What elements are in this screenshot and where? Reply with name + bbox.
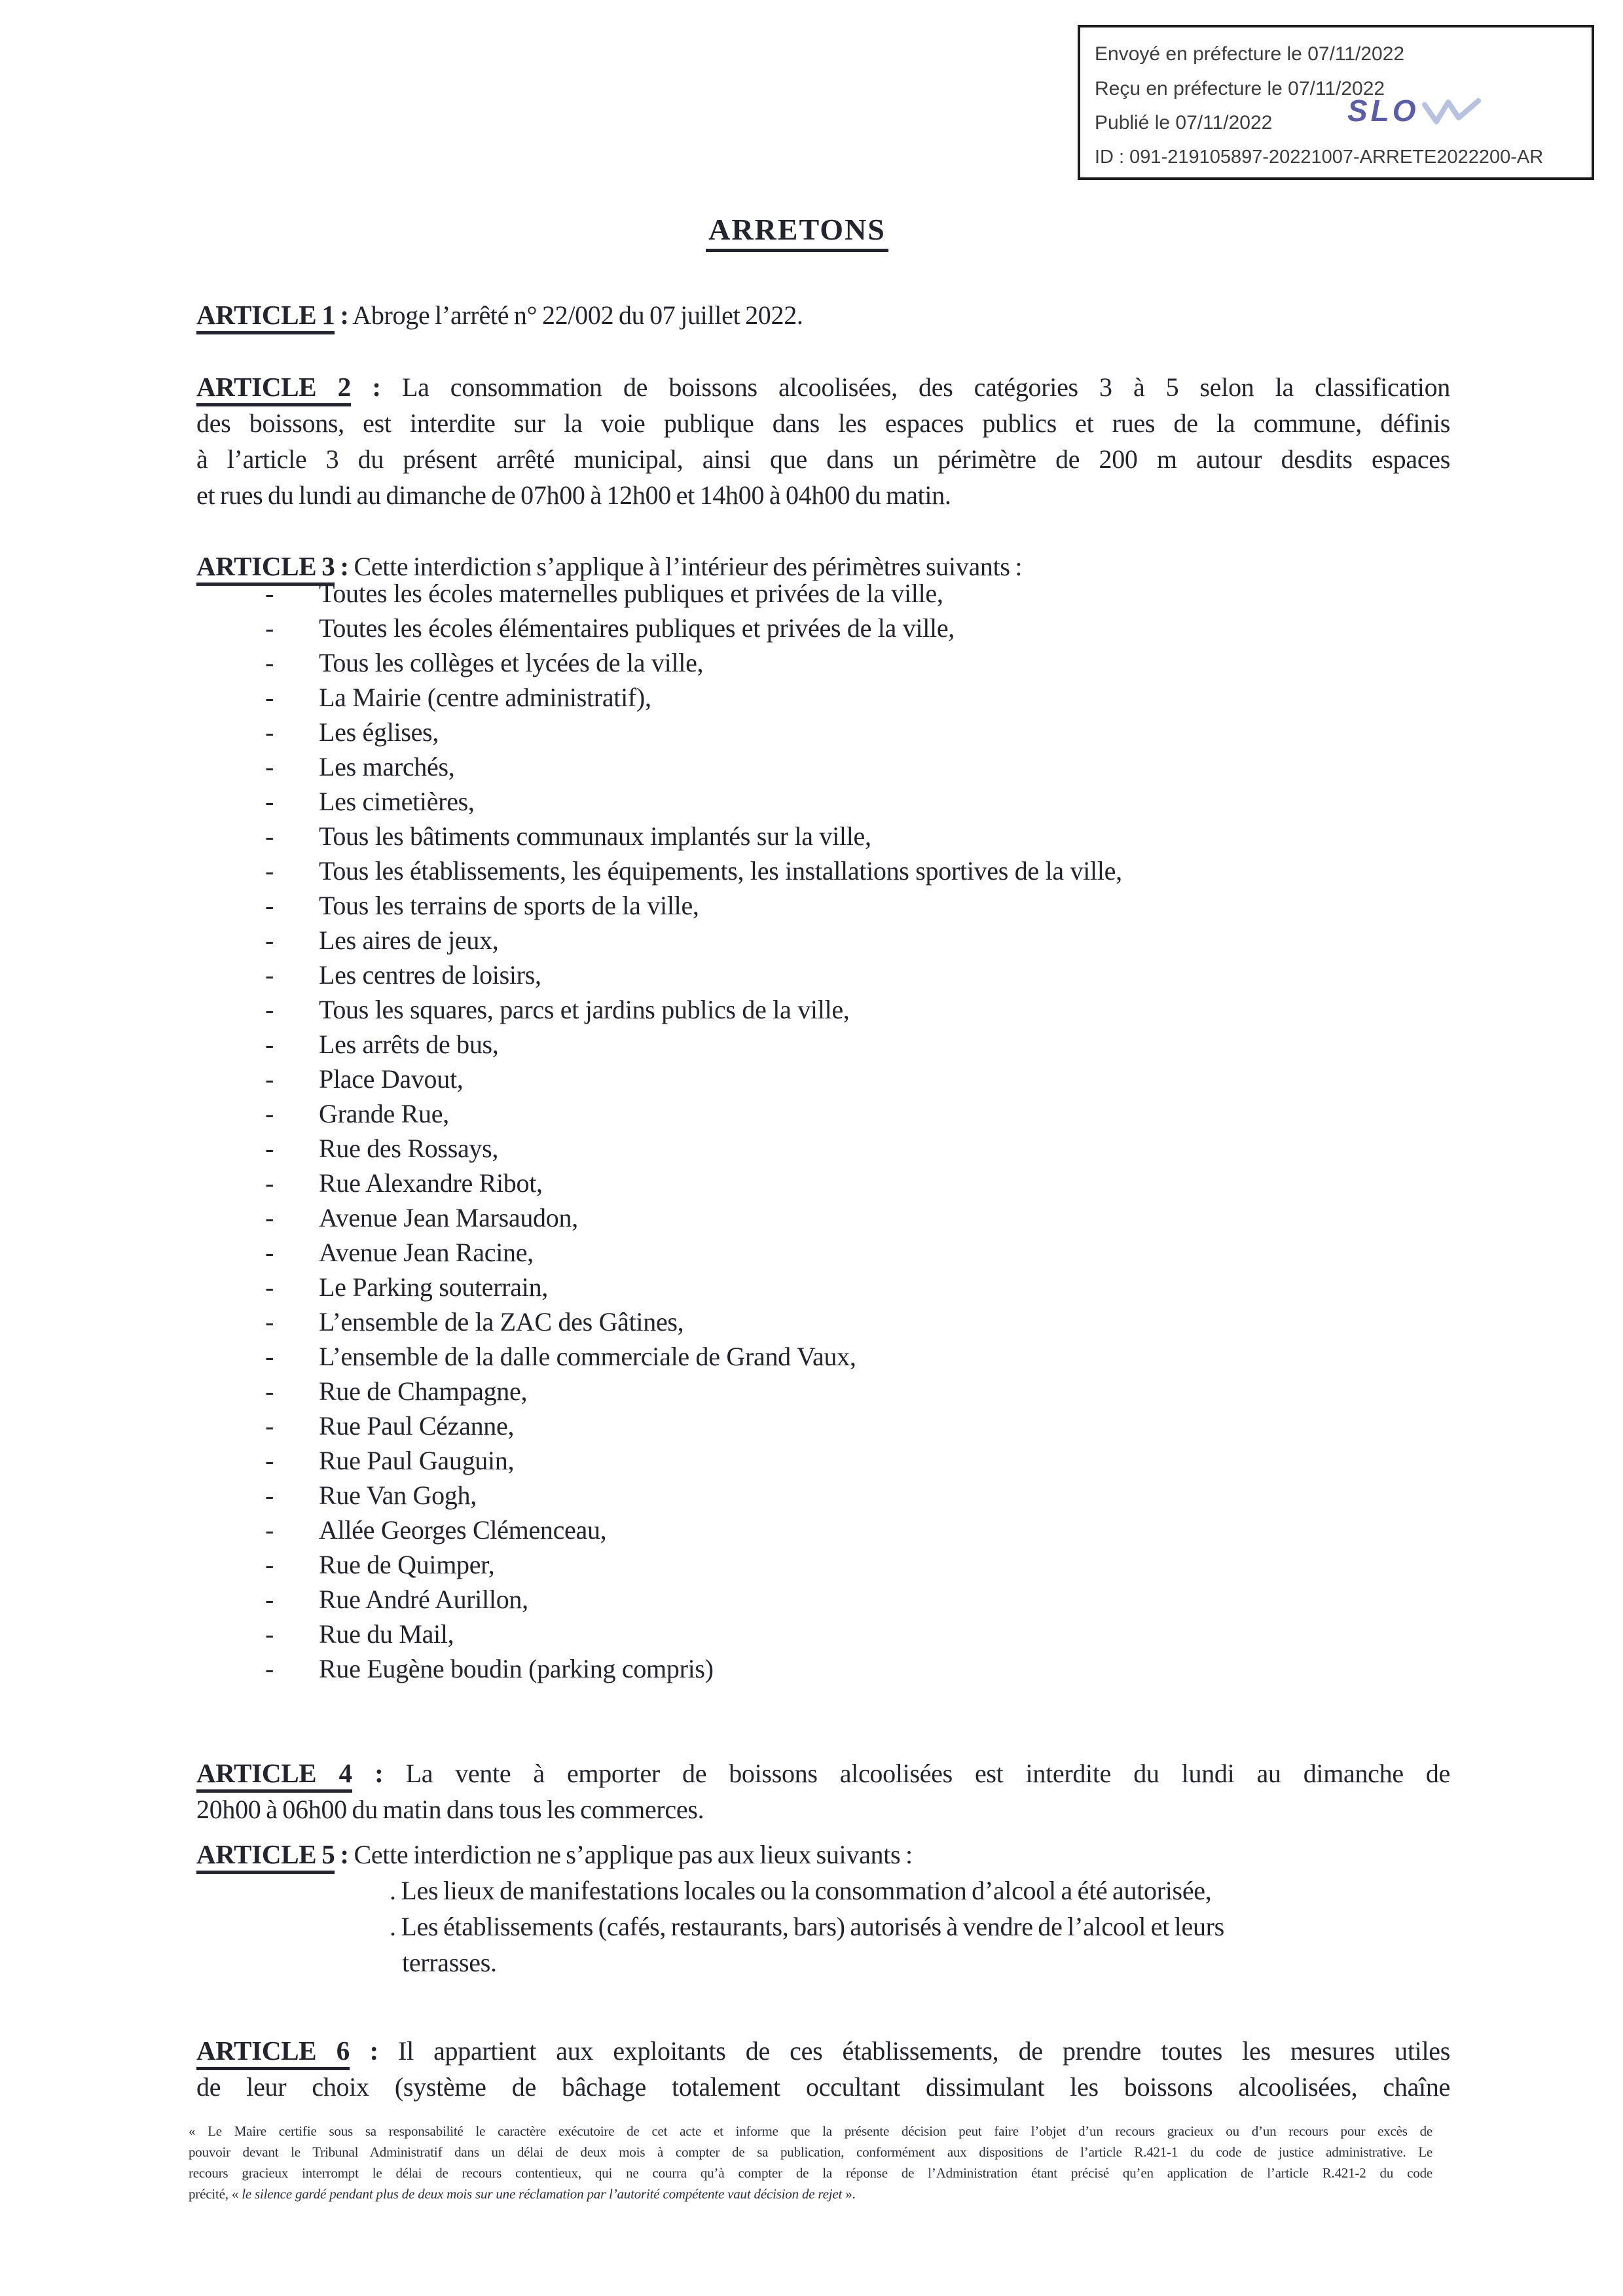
article-3-text: Cette interdiction s’applique à l’intérieur des périmètres suivants : bbox=[354, 552, 1023, 581]
article-2-label: ARTICLE 2 bbox=[196, 372, 351, 406]
dash-bullet: - bbox=[265, 613, 274, 643]
dash-bullet: - bbox=[265, 1272, 274, 1302]
list-item bbox=[196, 576, 1450, 611]
article-5-colon: : bbox=[335, 1839, 349, 1869]
dash-bullet: - bbox=[265, 648, 274, 677]
dash-bullet: - bbox=[265, 787, 274, 816]
article-5-text: Cette interdiction ne s’applique pas aux lieux suivants : bbox=[354, 1840, 913, 1869]
article-5-subitem: . Les lieux de manifestations locales ou la consommation d’alcool a été autorisée, bbox=[390, 1876, 1212, 1905]
list-item-text: Rue des Rossays, bbox=[319, 1134, 499, 1163]
article-4 bbox=[196, 1755, 1450, 1827]
dash-bullet: - bbox=[265, 1619, 274, 1649]
list-item bbox=[196, 1617, 1450, 1651]
article-2-line-2: des boissons, est interdite sur la voie publique dans les espaces publics et rues de la commune, définis bbox=[196, 408, 1450, 438]
list-item bbox=[196, 784, 1450, 819]
article-3-label: ARTICLE 3 bbox=[196, 551, 335, 586]
list-item-text: Rue Paul Cézanne, bbox=[319, 1411, 515, 1441]
list-item-text: Les aires de jeux, bbox=[319, 925, 499, 955]
dash-bullet: - bbox=[265, 995, 274, 1024]
list-item bbox=[196, 1513, 1450, 1547]
dash-bullet: - bbox=[265, 752, 274, 781]
list-item bbox=[196, 1200, 1450, 1235]
list-item bbox=[196, 611, 1450, 645]
dash-bullet: - bbox=[265, 1307, 274, 1336]
list-item-text: L’ensemble de la dalle commerciale de Grand Vaux, bbox=[319, 1342, 856, 1371]
list-item bbox=[196, 992, 1450, 1027]
article-1-colon: : bbox=[335, 300, 349, 330]
dash-bullet: - bbox=[265, 1411, 274, 1441]
list-item-text: Toutes les écoles maternelles publiques et privées de la ville, bbox=[319, 579, 943, 608]
list-item bbox=[196, 923, 1450, 958]
list-item bbox=[196, 1131, 1450, 1166]
article-5-label: ARTICLE 5 bbox=[196, 1839, 335, 1874]
list-item bbox=[196, 958, 1450, 992]
dash-bullet: - bbox=[265, 891, 274, 920]
article-5-heading bbox=[196, 1837, 1450, 1873]
stamp-line-received: Reçu en préfecture le 07/11/2022 bbox=[1095, 77, 1385, 99]
list-item bbox=[196, 1547, 1450, 1582]
dash-bullet: - bbox=[265, 1446, 274, 1475]
list-item-text: Rue Eugène boudin (parking compris) bbox=[319, 1654, 714, 1683]
text-line bbox=[196, 2033, 1450, 2069]
list-item-text: Le Parking souterrain, bbox=[319, 1272, 548, 1302]
list-item-text: Rue de Champagne, bbox=[319, 1376, 528, 1406]
list-item bbox=[196, 1443, 1450, 1478]
list-item-text: Rue Van Gogh, bbox=[319, 1480, 477, 1510]
article-1 bbox=[196, 297, 1450, 333]
list-item-text: Les cimetières, bbox=[319, 787, 475, 816]
dash-bullet: - bbox=[265, 1030, 274, 1059]
article-2-colon: : bbox=[350, 372, 381, 402]
dash-bullet: - bbox=[265, 1515, 274, 1545]
footnote-line-4-pre: précité, « bbox=[189, 2186, 242, 2202]
list-item-text: Rue Paul Gauguin, bbox=[319, 1446, 515, 1475]
dash-bullet: - bbox=[265, 1203, 274, 1232]
stamp-id: ID : 091-219105897-20221007-ARRETE2022200-AR bbox=[1095, 146, 1544, 168]
dash-bullet: - bbox=[265, 856, 274, 886]
title-wrap bbox=[170, 212, 1424, 247]
list-item bbox=[196, 645, 1450, 680]
dash-bullet: - bbox=[265, 717, 274, 747]
article-6 bbox=[196, 2033, 1450, 2105]
list-item bbox=[196, 1339, 1450, 1374]
list-item-text: Tous les collèges et lycées de la ville, bbox=[319, 648, 704, 677]
list-item bbox=[196, 1235, 1450, 1270]
dash-bullet: - bbox=[265, 579, 274, 608]
footnote-line-3: recours gracieux interrompt le délai de recours contentieux, qui ne courra qu’à compter de la réponse de l’Administration étant précisé qu’en application de l’article R.421-2 du code bbox=[189, 2165, 1432, 2181]
list-item-text: Tous les terrains de sports de la ville, bbox=[319, 891, 699, 920]
dash-bullet: - bbox=[265, 1480, 274, 1510]
list-item-text: Rue André Aurillon, bbox=[319, 1585, 528, 1614]
text-line bbox=[196, 1755, 1450, 1791]
list-item bbox=[196, 853, 1450, 888]
dash-bullet: - bbox=[265, 1238, 274, 1267]
list-item-text: Tous les squares, parcs et jardins publics de la ville, bbox=[319, 995, 850, 1024]
slow-logo-text: SLO bbox=[1347, 94, 1419, 128]
article-4-line-1: La vente à emporter de boissons alcoolisées est interdite du lundi au dimanche de bbox=[405, 1759, 1451, 1788]
article-1-text: Abroge l’arrêté n° 22/002 du 07 juillet 2022. bbox=[352, 300, 803, 330]
dash-bullet: - bbox=[265, 1376, 274, 1406]
article-4-label: ARTICLE 4 bbox=[196, 1758, 352, 1793]
list-item bbox=[196, 888, 1450, 923]
article-2 bbox=[196, 369, 1450, 513]
list-item-text: Toutes les écoles élémentaires publiques et privées de la ville, bbox=[319, 613, 955, 643]
list-item bbox=[196, 1166, 1450, 1200]
list-item bbox=[196, 819, 1450, 853]
list-item-text: L’ensemble de la ZAC des Gâtines, bbox=[319, 1307, 684, 1336]
article-2-line-1: La consommation de boissons alcoolisées, des catégories 3 à 5 selon la classification bbox=[402, 372, 1450, 402]
page-title: ARRETONS bbox=[706, 213, 888, 252]
footnote-line-4-post: ». bbox=[842, 2186, 856, 2202]
list-item bbox=[196, 1096, 1450, 1131]
list-item-text: Avenue Jean Marsaudon, bbox=[319, 1203, 578, 1232]
article-1-label: ARTICLE 1 bbox=[196, 300, 335, 334]
list-item-text: Tous les établissements, les équipements, les installations sportives de la ville, bbox=[319, 856, 1122, 886]
prefecture-stamp bbox=[1078, 25, 1594, 180]
footnote-line-4-italic: le silence gardé pendant plus de deux mois sur une réclamation par l’autorité compétente vaut décision de rejet bbox=[242, 2186, 843, 2202]
list-item-text: Rue de Quimper, bbox=[319, 1550, 495, 1579]
article-3-colon: : bbox=[335, 551, 349, 581]
article-6-colon: : bbox=[349, 2036, 378, 2066]
article-6-line-2: de leur choix (système de bâchage totalement occultant dissimulant les boissons alcoolisées, chaîne bbox=[196, 2072, 1450, 2102]
stamp-line-sent: Envoyé en préfecture le 07/11/2022 bbox=[1095, 43, 1405, 65]
slow-logo-swoosh-icon bbox=[1421, 98, 1484, 127]
footnote-line-1: « Le Maire certifie sous sa responsabilité le caractère exécutoire de cet acte et informe que la présente décision peut faire l’objet d’un recours gracieux ou d’un recours pour excès de bbox=[189, 2123, 1432, 2139]
article-6-label: ARTICLE 6 bbox=[196, 2036, 350, 2070]
list-item bbox=[196, 749, 1450, 784]
text-line bbox=[196, 369, 1450, 405]
dash-bullet: - bbox=[265, 925, 274, 955]
article-6-line-1: Il appartient aux exploitants de ces établissements, de prendre toutes les mesures utiles bbox=[398, 2036, 1451, 2066]
dash-bullet: - bbox=[265, 1099, 274, 1128]
list-item bbox=[196, 1582, 1450, 1617]
list-item-text: Rue du Mail, bbox=[319, 1619, 454, 1649]
list-item-text: Grande Rue, bbox=[319, 1099, 449, 1128]
list-item-text: Tous les bâtiments communaux implantés sur la ville, bbox=[319, 821, 871, 851]
list-item bbox=[196, 1027, 1450, 1062]
list-item-text: Les églises, bbox=[319, 717, 439, 747]
dash-bullet: - bbox=[265, 1134, 274, 1163]
list-item bbox=[196, 1478, 1450, 1513]
dash-bullet: - bbox=[265, 960, 274, 990]
list-item-text: Les marchés, bbox=[319, 752, 455, 781]
slow-logo bbox=[1347, 94, 1484, 127]
dash-bullet: - bbox=[265, 821, 274, 851]
list-item bbox=[196, 1651, 1450, 1686]
dash-bullet: - bbox=[265, 1168, 274, 1198]
article-2-line-3: à l’article 3 du présent arrêté municipal, ainsi que dans un périmètre de 200 m autour desdits espaces bbox=[196, 444, 1450, 474]
dash-bullet: - bbox=[265, 1654, 274, 1683]
list-item bbox=[196, 1374, 1450, 1408]
list-item-text: Les centres de loisirs, bbox=[319, 960, 541, 990]
article-4-line-2: 20h00 à 06h00 du matin dans tous les commerces. bbox=[196, 1795, 704, 1824]
perimeter-list bbox=[196, 576, 1450, 1686]
list-item-text: Place Davout, bbox=[319, 1064, 464, 1094]
article-4-colon: : bbox=[352, 1758, 384, 1788]
dash-bullet: - bbox=[265, 683, 274, 712]
article-5-subitem: . Les établissements (cafés, restaurants, bars) autorisés à vendre de l’alcool et leurs bbox=[390, 1912, 1224, 1941]
list-item-text: Allée Georges Clémenceau, bbox=[319, 1515, 607, 1545]
footnote-line-2: pouvoir devant le Tribunal Administratif dans un délai de deux mois à compter de sa publication, conformément aux dispositions de l’article R.421-1 du code de justice administrative. Le bbox=[189, 2144, 1432, 2160]
stamp-line-published: Publié le 07/11/2022 bbox=[1095, 112, 1273, 134]
dash-bullet: - bbox=[265, 1064, 274, 1094]
list-item-text: La Mairie (centre administratif), bbox=[319, 683, 651, 712]
list-item bbox=[196, 1270, 1450, 1304]
list-item bbox=[196, 1062, 1450, 1096]
list-item bbox=[196, 1408, 1450, 1443]
list-item bbox=[196, 715, 1450, 749]
article-2-line-4: et rues du lundi au dimanche de 07h00 à 12h00 et 14h00 à 04h00 du matin. bbox=[196, 480, 951, 510]
legal-footnote bbox=[189, 2121, 1432, 2204]
dash-bullet: - bbox=[265, 1342, 274, 1371]
footnote-line-4 bbox=[189, 2183, 1432, 2204]
dash-bullet: - bbox=[265, 1550, 274, 1579]
dash-bullet: - bbox=[265, 1585, 274, 1614]
article-5-subitem-continuation: terrasses. bbox=[402, 1948, 497, 1977]
list-item bbox=[196, 680, 1450, 715]
list-item-text: Les arrêts de bus, bbox=[319, 1030, 499, 1059]
list-item bbox=[196, 1304, 1450, 1339]
list-item-text: Rue Alexandre Ribot, bbox=[319, 1168, 543, 1198]
list-item-text: Avenue Jean Racine, bbox=[319, 1238, 534, 1267]
article-5 bbox=[196, 1837, 1450, 1981]
